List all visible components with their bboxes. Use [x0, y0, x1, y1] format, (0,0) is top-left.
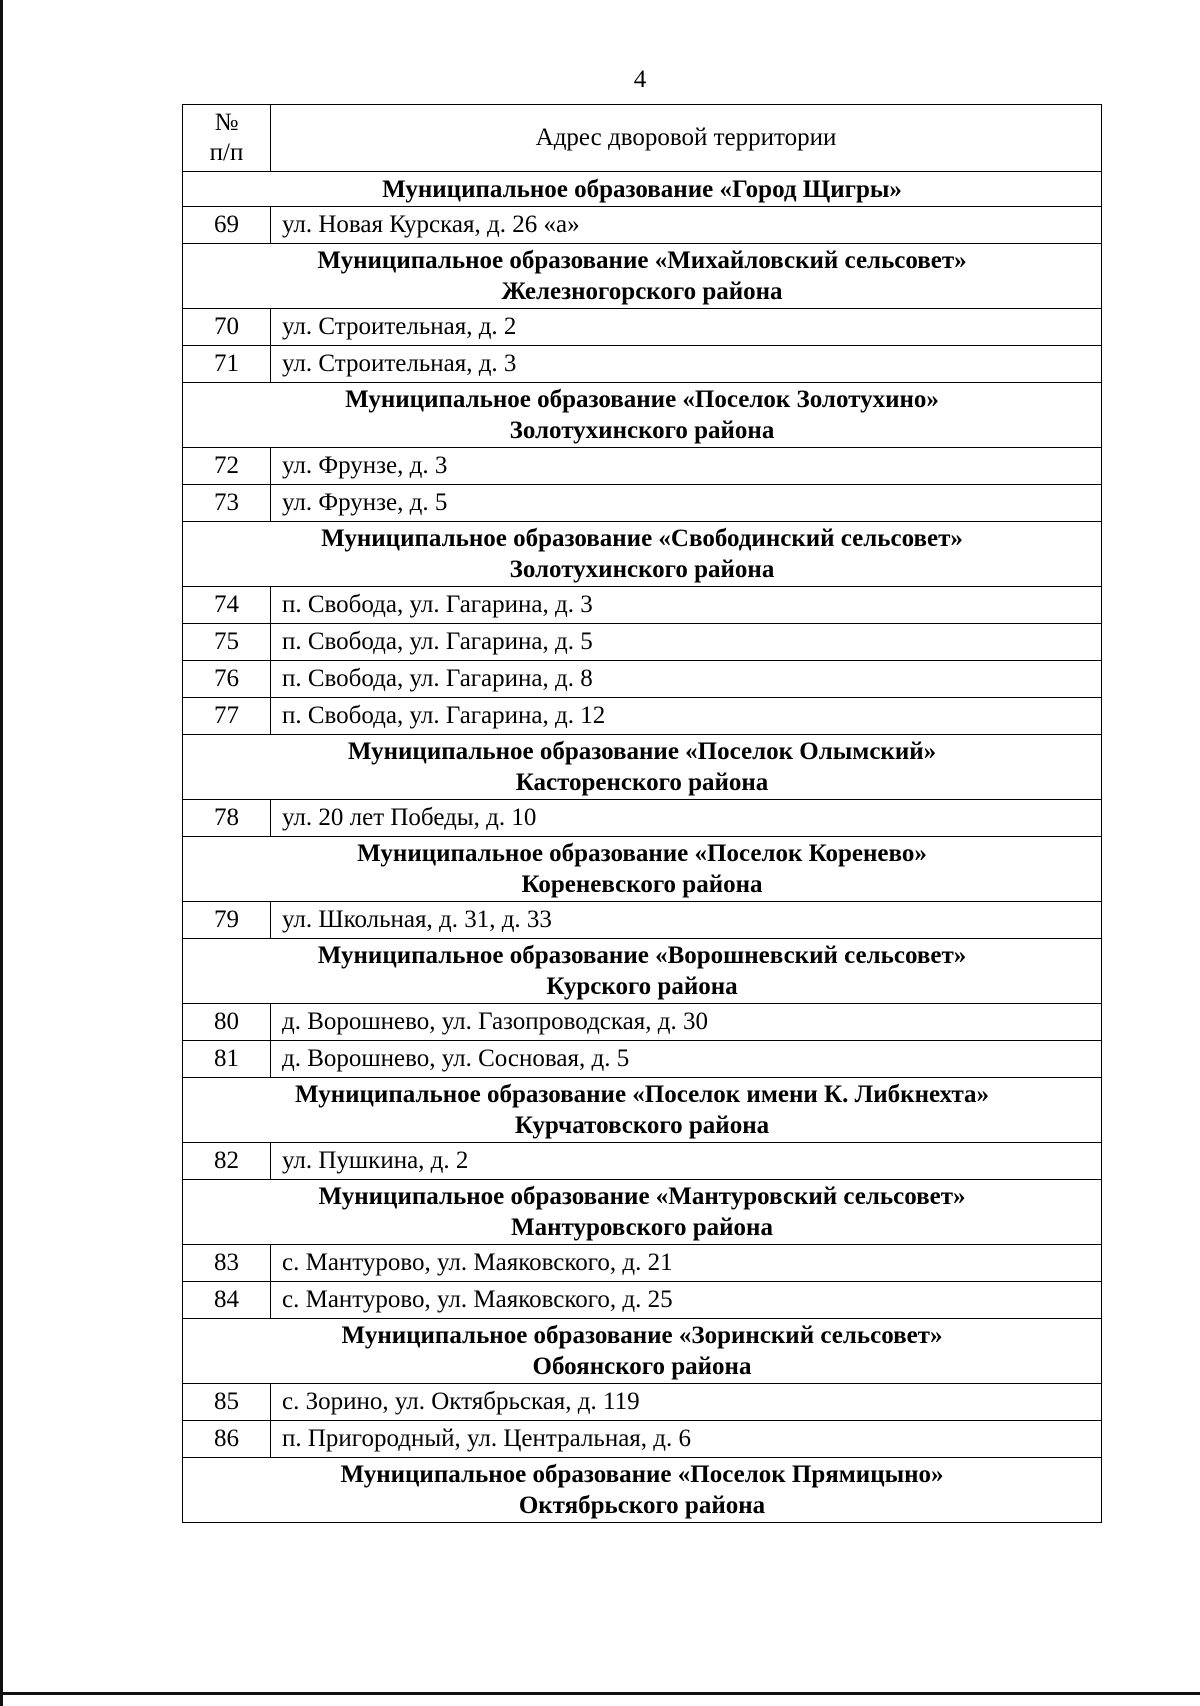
- municipality-section-row: [183, 244, 1102, 309]
- row-address: ул. Строительная, д. 2: [271, 309, 1102, 346]
- table-row: [183, 309, 1102, 346]
- municipality-heading: [183, 735, 1102, 800]
- row-address: п. Свобода, ул. Гагарина, д. 8: [271, 661, 1102, 698]
- municipality-heading-line: Курчатовского района: [514, 1112, 770, 1139]
- table-row: [183, 1041, 1102, 1078]
- row-address: п. Свобода, ул. Гагарина, д. 12: [271, 698, 1102, 735]
- row-number: 78: [183, 800, 271, 837]
- table-row: [183, 661, 1102, 698]
- municipality-heading-line: Муниципальное образование «Поселок Олымский»: [347, 738, 937, 765]
- municipality-heading-line: Октябрьского района: [518, 1492, 766, 1519]
- row-number: 83: [183, 1245, 271, 1282]
- municipality-heading: [183, 172, 1102, 207]
- row-number: 85: [183, 1384, 271, 1421]
- table-row: [183, 624, 1102, 661]
- table-row: [183, 902, 1102, 939]
- municipality-section-row: [183, 837, 1102, 902]
- row-address: п. Свобода, ул. Гагарина, д. 5: [271, 624, 1102, 661]
- municipality-section-row: [183, 1319, 1102, 1384]
- municipality-section-row: [183, 383, 1102, 448]
- row-number: 84: [183, 1282, 271, 1319]
- table-row: [183, 346, 1102, 383]
- municipality-heading-line: Обоянского района: [532, 1353, 752, 1380]
- header-address-cell: Адрес дворовой территории: [271, 105, 1102, 172]
- municipality-heading-line: Кореневского района: [521, 871, 763, 898]
- table-row: [183, 1004, 1102, 1041]
- municipality-section-row: [183, 172, 1102, 207]
- table-header: [183, 105, 1102, 172]
- municipality-heading-line: Муниципальное образование «Мантуровский сельсовет»: [318, 1183, 966, 1210]
- row-address: ул. Пушкина, д. 2: [271, 1143, 1102, 1180]
- header-number-abbrev: п/п: [209, 139, 244, 166]
- municipality-heading: [183, 383, 1102, 448]
- municipality-heading-line: Золотухинского района: [509, 556, 775, 583]
- municipality-heading-line: Мантуровского района: [511, 1214, 773, 1241]
- municipality-heading-line: Курского района: [546, 973, 738, 1000]
- row-number: 77: [183, 698, 271, 735]
- row-address: п. Свобода, ул. Гагарина, д. 3: [271, 587, 1102, 624]
- scan-left-edge: [0, 0, 3, 1706]
- scan-bottom-edge: [0, 1692, 1200, 1695]
- header-number-cell: [183, 105, 271, 172]
- municipality-heading-line: Муниципальное образование «Поселок Золотухино»: [345, 386, 939, 413]
- row-address: с. Зорино, ул. Октябрьская, д. 119: [271, 1384, 1102, 1421]
- table-row: [183, 587, 1102, 624]
- row-address: ул. 20 лет Победы, д. 10: [271, 800, 1102, 837]
- municipality-section-row: [183, 1180, 1102, 1245]
- row-number: 86: [183, 1421, 271, 1458]
- municipality-section-row: [183, 1078, 1102, 1143]
- row-address: ул. Фрунзе, д. 5: [271, 485, 1102, 522]
- row-address: с. Мантурово, ул. Маяковского, д. 21: [271, 1245, 1102, 1282]
- row-number: 73: [183, 485, 271, 522]
- municipality-section-row: [183, 1458, 1102, 1523]
- municipality-heading-line: Золотухинского района: [509, 417, 775, 444]
- table-body: [183, 172, 1102, 1523]
- page-number: 4: [633, 66, 647, 93]
- table-row: [183, 448, 1102, 485]
- municipality-heading: [183, 1319, 1102, 1384]
- table-row: [183, 1421, 1102, 1458]
- municipality-heading: [183, 522, 1102, 587]
- table-header-row: [183, 105, 1102, 172]
- header-number-symbol: №: [214, 109, 239, 136]
- row-number: 75: [183, 624, 271, 661]
- row-number: 70: [183, 309, 271, 346]
- table-row: [183, 698, 1102, 735]
- municipality-heading: [183, 1078, 1102, 1143]
- municipality-heading-line: Муниципальное образование «Ворошневский сельсовет»: [317, 942, 967, 969]
- municipality-heading-line: Железногорского района: [501, 278, 783, 305]
- row-number: 82: [183, 1143, 271, 1180]
- municipality-heading: [183, 939, 1102, 1004]
- row-address: ул. Школьная, д. 31, д. 33: [271, 902, 1102, 939]
- municipality-heading: [183, 244, 1102, 309]
- row-address: ул. Строительная, д. 3: [271, 346, 1102, 383]
- municipality-heading-line: Муниципальное образование «Поселок Коренево»: [357, 840, 927, 867]
- municipality-section-row: [183, 939, 1102, 1004]
- municipality-heading-line: Муниципальное образование «Зоринский сельсовет»: [341, 1322, 943, 1349]
- row-number: 72: [183, 448, 271, 485]
- table-row: [183, 485, 1102, 522]
- municipality-heading-line: Муниципальное образование «Город Щигры»: [382, 175, 902, 203]
- municipality-section-row: [183, 522, 1102, 587]
- table-row: [183, 207, 1102, 244]
- row-number: 80: [183, 1004, 271, 1041]
- row-address: ул. Фрунзе, д. 3: [271, 448, 1102, 485]
- address-table: [182, 104, 1102, 1523]
- municipality-section-row: [183, 735, 1102, 800]
- row-number: 74: [183, 587, 271, 624]
- row-number: 81: [183, 1041, 271, 1078]
- municipality-heading-line: Муниципальное образование «Михайловский сельсовет»: [317, 247, 967, 274]
- table-row: [183, 1282, 1102, 1319]
- row-address: ул. Новая Курская, д. 26 «а»: [271, 207, 1102, 244]
- municipality-heading: [183, 1180, 1102, 1245]
- row-number: 71: [183, 346, 271, 383]
- table-row: [183, 800, 1102, 837]
- municipality-heading-line: Муниципальное образование «Поселок Прямицыно»: [340, 1461, 944, 1488]
- table-row: [183, 1245, 1102, 1282]
- row-number: 79: [183, 902, 271, 939]
- table-row: [183, 1143, 1102, 1180]
- row-address: с. Мантурово, ул. Маяковского, д. 25: [271, 1282, 1102, 1319]
- table-row: [183, 1384, 1102, 1421]
- municipality-heading-line: Муниципальное образование «Поселок имени К. Либкнехта»: [294, 1081, 990, 1108]
- row-address: п. Пригородный, ул. Центральная, д. 6: [271, 1421, 1102, 1458]
- municipality-heading-line: Муниципальное образование «Свободинский сельсовет»: [321, 525, 963, 552]
- row-number: 69: [183, 207, 271, 244]
- row-address: д. Ворошнево, ул. Газопроводская, д. 30: [271, 1004, 1102, 1041]
- row-address: д. Ворошнево, ул. Сосновая, д. 5: [271, 1041, 1102, 1078]
- municipality-heading-line: Касторенского района: [515, 769, 769, 796]
- municipality-heading: [183, 1458, 1102, 1523]
- municipality-heading: [183, 837, 1102, 902]
- row-number: 76: [183, 661, 271, 698]
